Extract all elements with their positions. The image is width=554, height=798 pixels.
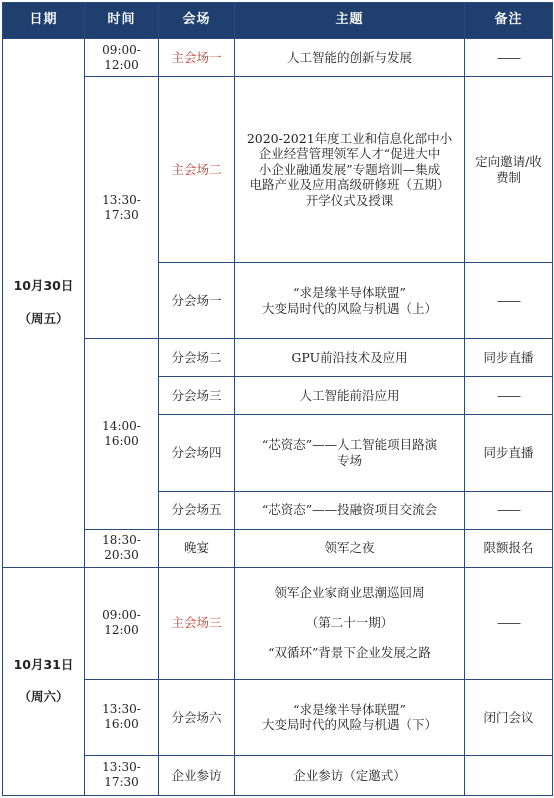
topic-cell xyxy=(235,263,465,339)
topic-cell xyxy=(235,491,465,529)
venue-cell: 晚宴 xyxy=(159,529,235,567)
topic-line: 领军之夜 xyxy=(324,540,375,556)
header-topic: 主题 xyxy=(235,3,465,39)
topic-line: “双循环”背景下企业发展之路 xyxy=(268,645,431,661)
venue-cell: 分会场一 xyxy=(159,263,235,339)
header-date: 日期 xyxy=(3,3,85,39)
note-cell: —— xyxy=(465,39,553,77)
note-cell: —— xyxy=(465,377,553,415)
topic-line: “芯资态”——人工智能项目路演 xyxy=(261,437,438,453)
header-row xyxy=(3,3,553,39)
header-note: 备注 xyxy=(465,3,553,39)
topic-line: 人工智能前沿应用 xyxy=(299,388,400,404)
note-cell: 限额报名 xyxy=(465,529,553,567)
header-venue: 会场 xyxy=(159,3,235,39)
table-row xyxy=(3,755,553,795)
topic-cell xyxy=(235,679,465,755)
topic-line: 企业参访（定邀式） xyxy=(293,767,406,783)
date-cell xyxy=(3,39,85,568)
topic-line: 大变局时代的风险与机遇（下） xyxy=(261,717,437,733)
venue-cell: 主会场二 xyxy=(159,77,235,263)
note-cell: 定向邀请/收费制 xyxy=(465,77,553,263)
note-cell: —— xyxy=(465,491,553,529)
table-row xyxy=(3,339,553,377)
venue-cell: 主会场三 xyxy=(159,567,235,679)
table-row xyxy=(3,567,553,679)
topic-cell xyxy=(235,77,465,263)
topic-line: 电路产业及应用高级研修班（五期） xyxy=(249,177,450,193)
header-time: 时间 xyxy=(85,3,159,39)
date-label: 10月31日 xyxy=(13,656,74,672)
note-cell: 同步直播 xyxy=(465,339,553,377)
table-row xyxy=(3,77,553,263)
venue-cell: 分会场四 xyxy=(159,415,235,491)
venue-cell: 分会场五 xyxy=(159,491,235,529)
note-cell: 同步直播 xyxy=(465,415,553,491)
topic-line: 大变局时代的风险与机遇（上） xyxy=(261,300,437,316)
topic-cell xyxy=(235,377,465,415)
topic-line: “求是缘半导体联盟” xyxy=(293,701,406,717)
topic-line: （第二十一期） xyxy=(305,615,394,631)
topic-line: 专场 xyxy=(336,453,362,469)
topic-line: “求是缘半导体联盟” xyxy=(293,285,406,301)
weekday-label: （周六） xyxy=(18,689,69,705)
note-cell: —— xyxy=(465,263,553,339)
schedule-table xyxy=(2,2,553,796)
note-cell: 闭门会议 xyxy=(465,679,553,755)
topic-cell xyxy=(235,567,465,679)
topic-cell xyxy=(235,39,465,77)
topic-cell xyxy=(235,339,465,377)
topic-line: 开学仪式及授课 xyxy=(305,193,394,209)
note-cell: —— xyxy=(465,567,553,679)
topic-line: 领军企业家商业思潮巡回周 xyxy=(274,585,425,601)
topic-line: 2020-2021年度工业和信息化部中小 xyxy=(246,130,453,146)
table-row xyxy=(3,529,553,567)
topic-line: 人工智能的创新与发展 xyxy=(286,49,412,65)
venue-cell: 分会场三 xyxy=(159,377,235,415)
weekday-label: （周五） xyxy=(18,310,69,326)
venue-cell: 企业参访 xyxy=(159,755,235,795)
topic-line: 小企业融通发展”专题培训—集成 xyxy=(258,161,441,177)
topic-line: “芯资态”——投融资项目交流会 xyxy=(261,502,438,518)
date-label: 10月30日 xyxy=(13,278,74,294)
topic-cell xyxy=(235,529,465,567)
time-cell: 09:00-12:00 xyxy=(85,567,159,679)
topic-line: GPU前沿技术及应用 xyxy=(291,350,408,366)
time-cell: 13:30-17:30 xyxy=(85,755,159,795)
venue-cell: 分会场六 xyxy=(159,679,235,755)
note-cell xyxy=(465,755,553,795)
venue-cell: 分会场二 xyxy=(159,339,235,377)
time-cell: 14:00-16:00 xyxy=(85,339,159,529)
venue-cell: 主会场一 xyxy=(159,39,235,77)
time-cell: 13:30-16:00 xyxy=(85,679,159,755)
time-cell: 09:00-12:00 xyxy=(85,39,159,77)
topic-cell xyxy=(235,755,465,795)
time-cell: 13:30-17:30 xyxy=(85,77,159,339)
date-cell xyxy=(3,567,85,795)
table-row xyxy=(3,679,553,755)
table-row xyxy=(3,39,553,77)
topic-line: 企业经营管理领军人才“促进大中 xyxy=(258,146,441,162)
topic-cell xyxy=(235,415,465,491)
time-cell: 18:30-20:30 xyxy=(85,529,159,567)
